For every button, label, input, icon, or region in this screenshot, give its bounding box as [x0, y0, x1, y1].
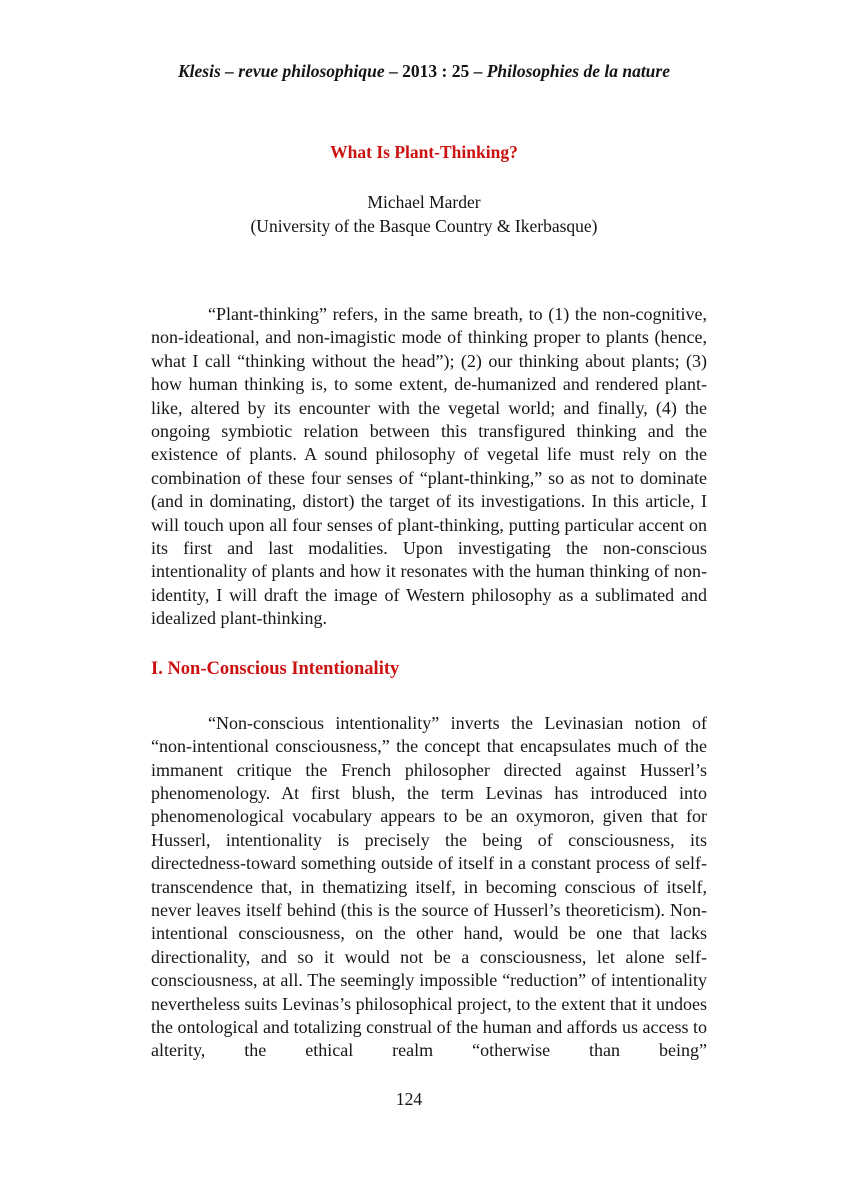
journal-header: [0, 0, 848, 82]
section-heading-1: I. Non-Conscious Intentionality: [151, 658, 400, 679]
author-affiliation: (University of the Basque Country & Ikerbasque): [250, 215, 598, 236]
page-number: 124: [395, 1088, 423, 1109]
journal-issue-theme: Philosophies de la nature: [486, 61, 670, 81]
author-block: [0, 191, 848, 238]
paragraph-intro: “Plant-thinking” refers, in the same breath, to (1) the non-cognitive, non-ideational, and non-imagistic mode of thinking proper to plants (hence, what I call “thinking without the head”); (2) our thinking about plants; (3) how human thinking is, to some extent, de-humanized and rendered plant-like, altered by its encounter with the vegetal world; and finally, (4) the ongoing symbiotic relation between this transfigured thinking and the existence of plants. A sound philosophy of vegetal life must rely on the combination of these four senses of “plant-thinking,” so as not to dominate (and in dominating, distort) the target of its investigations. In this article, I will touch upon all four senses of plant-thinking, putting particular accent on its first and last modalities. Upon investigating the non-conscious intentionality of plants and how it resonates with the human thinking of non-identity, I will draft the image of Western philosophy as a sublimated and idealized plant-thinking.: [151, 304, 707, 629]
article-title: What Is Plant-Thinking?: [330, 142, 518, 162]
journal-name: Klesis – revue philosophique: [178, 61, 385, 81]
paragraph-section-1: “Non-conscious intentionality” inverts the Levinasian notion of “non-intentional consciousness,” the concept that encapsulates much of the immanent critique the French philosopher directed against Husserl’s phenomenology. At first blush, the term Levinas has introduced into phenomenological vocabulary appears to be an oxymoron, given that for Husserl, intentionality is precisely the being of consciousness, its directedness-toward something outside of itself in a constant process of self-transcendence that, in thematizing itself, in becoming conscious of itself, never leaves itself behind (this is the source of Husserl’s theoreticism). Non-intentional consciousness, on the other hand, would be one that lacks directionality, and so it would not be a consciousness, let alone self-consciousness, at all. The seemingly impossible “reduction” of intentionality nevertheless suits Levinas’s philosophical project, to the extent that it undoes the ontological and totalizing construal of the human and affords us access to alterity, the ethical realm “otherwise than being”: [151, 712, 707, 1061]
journal-issue: – 2013 : 25 –: [384, 61, 487, 81]
author-name: Michael Marder: [367, 192, 481, 212]
